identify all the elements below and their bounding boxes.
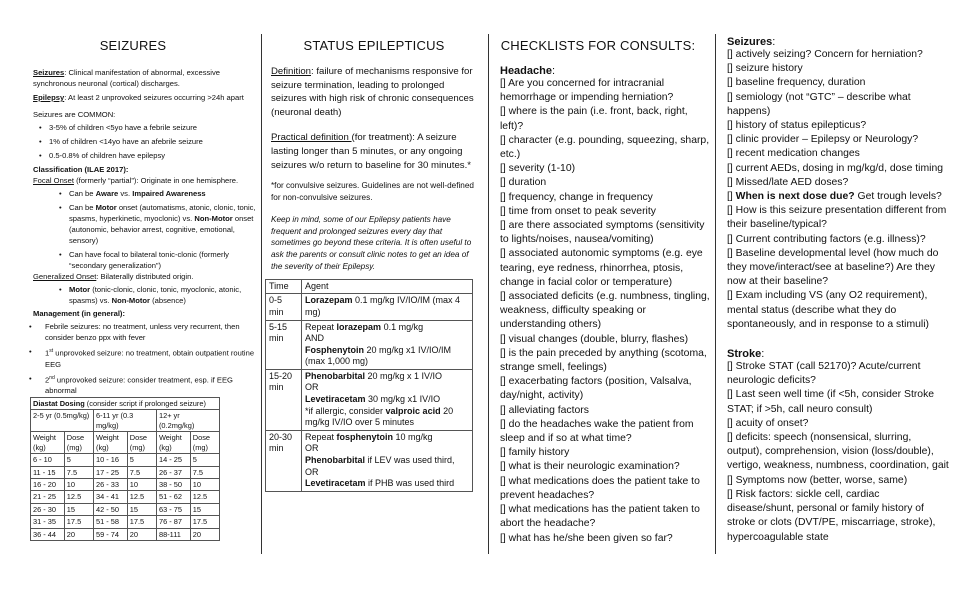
table-row: 20-30 min Repeat fosphenytoin 10 mg/kg OR Phenobarbital if LEV was used third, OR Levetiracetam if PHB was used third	[266, 430, 473, 491]
table-cell: 76 - 87	[156, 516, 190, 528]
diastat-group: 2-5 yr (0.5mg/kg)	[31, 410, 94, 432]
table-row	[31, 454, 220, 466]
diastat-subheader: Dose (mg)	[127, 432, 156, 454]
stroke-heading: Stroke:	[727, 348, 765, 361]
diastat-dosing-table	[30, 397, 220, 541]
table-row	[31, 466, 220, 478]
table-row	[31, 478, 220, 490]
checklists-column	[500, 38, 710, 546]
table-cell: 88-111	[156, 528, 190, 540]
checklist-item: [] seizure history	[727, 63, 803, 75]
checklist-item: [] Are you concerned for intracranial hemorrhage or impending herniation?	[500, 78, 674, 104]
checklist-item: [] When is next dose due? Get trough levels?	[727, 191, 942, 203]
table-row	[31, 503, 220, 515]
seizure-checklist	[727, 48, 949, 190]
checklist-item: [] time from onset to peak severity	[500, 205, 656, 217]
seizure-checklist-cont	[727, 204, 949, 332]
table-cell: 5	[127, 454, 156, 466]
list-item: • Can be Aware vs. Impaired Awareness	[57, 188, 257, 199]
checklist-item: [] Current contributing factors (e.g. illness)?	[727, 233, 926, 245]
epilepsy-definition: Epilepsy: At least 2 unprovoked seizures occurring >24h apart	[33, 93, 244, 102]
diastat-subheader: Weight (kg)	[93, 432, 127, 454]
table-cell: 63 - 75	[156, 503, 190, 515]
status-epilepticus-column	[271, 38, 481, 492]
table-cell: 17 - 25	[93, 466, 127, 478]
table-cell: 34 - 41	[93, 491, 127, 503]
table-row: 15-20 min Phenobarbital 20 mg/kg x 1 IV/IO OR Levetiracetam 30 mg/kg x1 IV/IO *if allergic, consider valproic acid 20 mg/kg IV/IO over 5 minutes	[266, 369, 473, 430]
table-cell: 15	[127, 503, 156, 515]
checklist-item: [] what medications has the patient taken to abort the headache?	[500, 504, 700, 530]
table-cell: 17.5	[64, 516, 93, 528]
management-list	[27, 321, 257, 396]
column-divider-3	[715, 34, 716, 554]
checklist-item: [] alleviating factors	[500, 404, 589, 416]
checklist-item: [] family history	[500, 447, 570, 459]
seizures-checklist-heading: Seizures:	[727, 36, 776, 48]
headache-heading: Headache:	[500, 65, 556, 77]
stroke-checklist	[727, 360, 949, 545]
table-header: Agent	[302, 279, 473, 294]
table-cell: 15	[190, 503, 219, 515]
table-cell: 26 - 37	[156, 466, 190, 478]
checklist-item: [] Exam including VS (any O2 requirement), mental status (describe what they do spontaneously, and in response to a stimuli)	[727, 290, 929, 330]
list-item: • Can be Motor onset (automatisms, atonic, clonic, tonic, spasms, hyperkinetic, myoclonic) vs. Non-Motor onset (autonomic, behavior arrest, cognitive, emotional, sensory)	[57, 202, 257, 246]
generalized-onset: Generalized Onset: Bilaterally distributed origin.	[33, 272, 194, 281]
diastat-group: 6-11 yr (0.3 mg/kg)	[93, 410, 156, 432]
table-cell: 17.5	[190, 516, 219, 528]
checklist-item: [] recent medication changes	[727, 148, 860, 160]
table-cell: 5	[190, 454, 219, 466]
checklist-item: [] actively seizing? Concern for herniation?	[727, 49, 923, 60]
checklist-item: [] what has he/she been given so far?	[500, 532, 673, 544]
checklist-item: [] deficits: speech (nonsensical, slurring, output), comprehension, vision (loss/double), vertigo, weakness, numbness, coordination, gait	[727, 432, 949, 472]
column-divider-1	[261, 34, 262, 554]
checklist-item: [] How is this seizure presentation different from their baseline/typical?	[727, 205, 947, 231]
seizures-column	[33, 38, 257, 541]
common-heading: Seizures are COMMON:	[33, 110, 116, 119]
table-cell: 51 - 58	[93, 516, 127, 528]
table-row	[31, 528, 220, 540]
checklist-item: [] are there associated symptoms (sensitivity to lights/noises, nausea/vomiting)	[500, 220, 705, 246]
diastat-subheader: Weight (kg)	[31, 432, 65, 454]
focal-onset: Focal Onset (formerly “partial”): Originate in one hemisphere.	[33, 176, 239, 185]
table-cell: 31 - 35	[31, 516, 65, 528]
table-cell: 16 - 20	[31, 478, 65, 490]
column-divider-2	[488, 34, 489, 554]
checklist-item: [] current AEDs, dosing in mg/kg/d, dose timing	[727, 162, 943, 174]
checklist-item: [] associated autonomic symptoms (e.g. eye tearing, eye redness, rhinorrhea, ptosis, change in facial color or temperature)	[500, 248, 703, 288]
table-cell: 20	[64, 528, 93, 540]
table-cell: 20	[127, 528, 156, 540]
table-cell: 5	[64, 454, 93, 466]
list-item: • Febrile seizures: no treatment, unless very recurrent, then consider benzo ppx with fever	[27, 321, 257, 343]
checklist-item: [] history of status epilepticus?	[727, 120, 867, 132]
table-cell: 7.5	[127, 466, 156, 478]
checklist-item: [] acuity of onset?	[727, 417, 809, 429]
management-heading: Management (in general):	[33, 309, 125, 318]
list-item: • 1% of children <14yo have an afebrile seizure	[37, 136, 257, 147]
checklist-item: [] what medications does the patient take to prevent headaches?	[500, 475, 700, 501]
checklist-item: [] Baseline developmental level (how much do they move/interact/see at baseline?) Are they now at their baseline?	[727, 247, 939, 288]
table-header: Time	[266, 279, 302, 294]
checklist-item: [] exacerbating factors (position, Valsalva, day/night, activity)	[500, 376, 692, 402]
table-row: 0-5 min Lorazepam 0.1 mg/kg IV/IO/IM (max 4 mg)	[266, 294, 473, 320]
generalized-list	[57, 284, 257, 306]
list-item: • 3-5% of children <5yo have a febrile seizure	[37, 122, 257, 133]
list-item: • 0.5-0.8% of children have epilepsy	[37, 150, 257, 161]
table-cell: 10 - 16	[93, 454, 127, 466]
table-row	[31, 491, 220, 503]
se-practical-definition: Practical definition (for treatment): A seizure lasting longer than 5 minutes, or any ongoing seizures w/o return to baseline for 30 minutes.*	[271, 132, 471, 171]
table-cell: 10	[64, 478, 93, 490]
table-cell: 14 - 25	[156, 454, 190, 466]
checklist-item: [] Risk factors: sickle cell, cardiac disease/shunt, personal or family history of stroke or clots (DVT/PE, miscarriage, stroke), hypercoagulable state	[727, 488, 936, 543]
table-cell: 7.5	[64, 466, 93, 478]
table-cell: 12.5	[64, 491, 93, 503]
checklist-item: [] frequency, change in frequency	[500, 191, 653, 203]
se-italic-note: Keep in mind, some of our Epilepsy patients have frequent and prolonged seizures every day that sometimes go beyond these criteria. It is often useful to ask the parents or consult clinic notes to get an idea of the severity of their Epilepsy.	[271, 214, 472, 271]
checklist-item: [] severity (1-10)	[500, 163, 576, 175]
table-cell: 15	[64, 503, 93, 515]
table-cell: 21 - 25	[31, 491, 65, 503]
table-cell: 11 - 15	[31, 466, 65, 478]
se-note: *for convulsive seizures. Guidelines are not well-defined for non-convulsive seizures.	[271, 181, 474, 202]
table-cell: 7.5	[190, 466, 219, 478]
table-cell: 10	[190, 478, 219, 490]
focal-list	[57, 188, 257, 271]
checklist-item: [] do the headaches wake the patient from sleep and if so at what time?	[500, 418, 694, 445]
table-cell: 26 - 33	[93, 478, 127, 490]
checklist-item: [] semiology (not “GTC” – describe what happens)	[727, 91, 911, 117]
headache-checklist	[500, 77, 710, 546]
checklist-item: [] Missed/late AED doses?	[727, 176, 849, 188]
status-epilepticus-title: STATUS EPILEPTICUS	[303, 38, 445, 53]
checklist-item: [] duration	[500, 177, 547, 189]
checklist-item: [] associated deficits (e.g. numbness, tingling, weakness, difficulty speaking or understanding others)	[500, 291, 710, 331]
table-row	[31, 516, 220, 528]
table-cell: 12.5	[190, 491, 219, 503]
diastat-subheader: Weight (kg)	[156, 432, 190, 454]
table-cell: 59 - 74	[93, 528, 127, 540]
checklist-item: [] Last seen well time (if <5h, consider Stroke STAT; if >5h, call neuro consult)	[727, 389, 935, 415]
checklist-item: [] where is the pain (i.e. front, back, right, left)?	[500, 106, 688, 132]
table-cell: 10	[127, 478, 156, 490]
seizures-definition: Seizures: Clinical manifestation of abnormal, excessive synchronous neuronal (cortical) discharges.	[33, 68, 220, 88]
se-treatment-table	[265, 279, 473, 492]
table-cell: 17.5	[127, 516, 156, 528]
checklist-item: [] is the pain preceded by anything (scotoma, strange smell, feelings)	[500, 347, 707, 374]
table-cell: 42 - 50	[93, 503, 127, 515]
table-row: 5-15 min Repeat lorazepam 0.1 mg/kg AND Fosphenytoin 20 mg/kg x1 IV/IO/IM (max 1,000 mg)	[266, 320, 473, 369]
checklists-title: CHECKLISTS FOR CONSULTS:	[500, 38, 696, 53]
diastat-group: 12+ yr (0.2mg/kg)	[156, 410, 219, 432]
diastat-title: Diastat Dosing (consider script if prolonged seizure)	[31, 398, 220, 410]
table-cell: 38 - 50	[156, 478, 190, 490]
table-cell: 51 - 62	[156, 491, 190, 503]
classification-heading: Classification (ILAE 2017):	[33, 165, 129, 174]
list-item: • 1st unprovoked seizure: no treatment, obtain outpatient routine EEG	[27, 346, 257, 370]
checklist-item: [] clinic provider – Epilepsy or Neurology?	[727, 134, 919, 146]
checklist-item: [] visual changes (double, blurry, flashes)	[500, 333, 689, 345]
checklist-item: [] Symptoms now (better, worse, same)	[727, 474, 908, 486]
consult-column	[727, 36, 949, 545]
diastat-subheader: Dose (mg)	[64, 432, 93, 454]
list-item: • Motor (tonic-clonic, clonic, tonic, myoclonic, atonic, spasms) vs. Non-Motor (absence)	[57, 284, 257, 306]
table-cell: 20	[190, 528, 219, 540]
common-list	[37, 122, 257, 161]
list-item: • Can have focal to bilateral tonic-clonic (formerly “secondary generalization”)	[57, 249, 257, 271]
checklist-item: [] character (e.g. pounding, squeezing, sharp, etc.)	[500, 134, 710, 161]
checklist-item: [] baseline frequency, duration	[727, 77, 866, 89]
table-cell: 12.5	[127, 491, 156, 503]
table-cell: 36 - 44	[31, 528, 65, 540]
se-definition: Definition: failure of mechanisms responsive for seizure termination, leading to prolonged seizures with high risk of chronic consequences (neuronal death)	[271, 66, 474, 118]
list-item: • 2nd unprovoked seizure: consider treatment, esp. if EEG abnormal	[27, 373, 257, 397]
seizures-title: SEIZURES	[99, 38, 167, 53]
table-cell: 26 - 30	[31, 503, 65, 515]
checklist-item: [] what is their neurologic examination?	[500, 461, 680, 473]
checklist-item: [] Stroke STAT (call 52170)? Acute/current neurologic deficits?	[727, 361, 921, 387]
table-cell: 6 - 10	[31, 454, 65, 466]
diastat-subheader: Dose (mg)	[190, 432, 219, 454]
